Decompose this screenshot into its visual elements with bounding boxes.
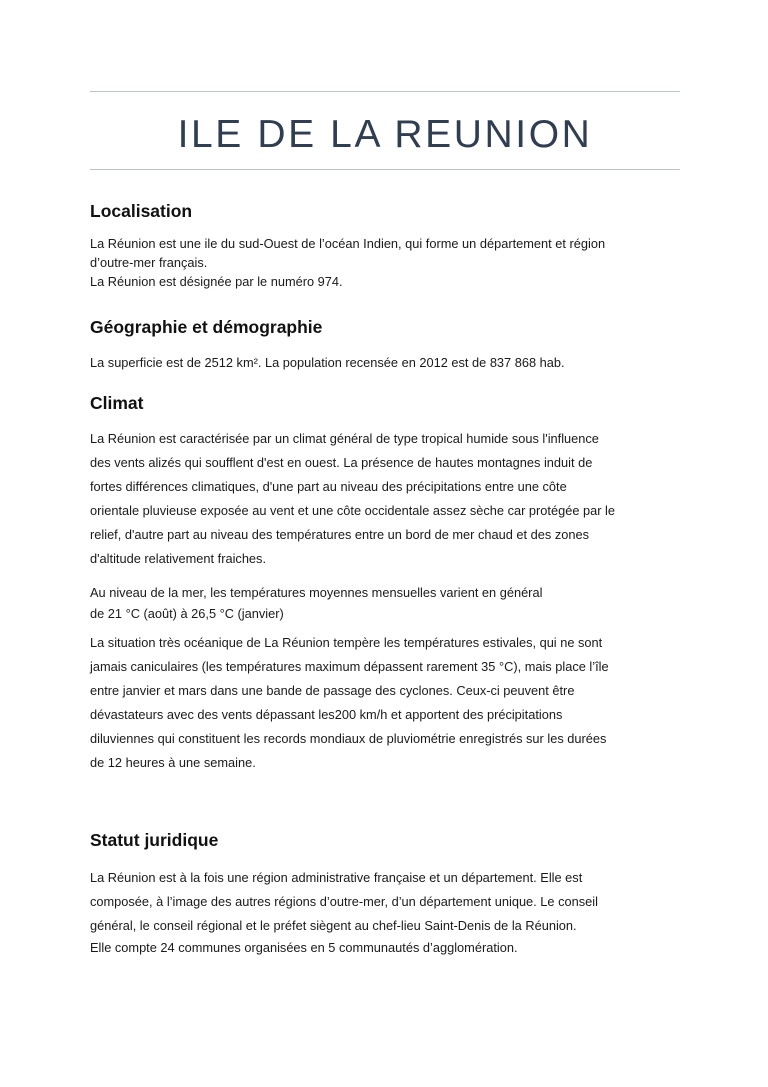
section-paragraph bbox=[90, 631, 680, 775]
section-paragraph bbox=[90, 427, 680, 571]
section-paragraph bbox=[90, 353, 680, 372]
text-line: La superficie est de 2512 km². La population recensée en 2012 est de 837 868 hab. bbox=[90, 355, 565, 370]
text-line: La Réunion est désignée par le numéro 974. bbox=[90, 274, 343, 289]
section-localisation bbox=[90, 199, 680, 291]
text-line: diluviennes qui constituent les records mondiaux de pluviométrie enregistrés sur les durées bbox=[90, 731, 607, 746]
section-heading: Géographie et démographie bbox=[90, 317, 323, 337]
section-geographie bbox=[90, 315, 680, 372]
section-paragraph bbox=[90, 234, 680, 291]
text-line: La Réunion est une ile du sud-Ouest de l’océan Indien, qui forme un département et région bbox=[90, 236, 606, 251]
page-title: ILE DE LA REUNION bbox=[177, 113, 593, 156]
text-line: dévastateurs avec des vents dépassant les200 km/h et apportent des précipitations bbox=[90, 707, 563, 722]
text-line: orientale pluvieuse exposée au vent et une côte occidentale assez sèche car protégée par le bbox=[90, 503, 616, 518]
section-paragraph bbox=[90, 581, 680, 624]
text-line: jamais caniculaires (les températures maximum dépassent rarement 35 °C), mais place l’île bbox=[90, 659, 609, 674]
text-line: d'altitude relativement fraiches. bbox=[90, 551, 267, 566]
text-line: d’outre-mer français. bbox=[90, 255, 208, 270]
text-line: Elle compte 24 communes organisées en 5 communautés d’agglomération. bbox=[90, 940, 518, 955]
text-line: de 12 heures à une semaine. bbox=[90, 755, 256, 770]
section-heading: Climat bbox=[90, 393, 144, 413]
text-line: général, le conseil régional et le préfet siègent au chef-lieu Saint-Denis de la Réunion. bbox=[90, 918, 577, 933]
text-line: entre janvier et mars dans une bande de passage des cyclones. Ceux-ci peuvent être bbox=[90, 683, 575, 698]
text-line: La Réunion est à la fois une région administrative française et un département. Elle est bbox=[90, 870, 583, 885]
section-statut-juridique bbox=[90, 828, 680, 957]
text-line: relief, d'autre part au niveau des températures entre un bord de mer chaud et des zones bbox=[90, 527, 589, 542]
text-line: des vents alizés qui soufflent d'est en ouest. La présence de hautes montagnes induit de bbox=[90, 455, 593, 470]
text-line: de 21 °C (août) à 26,5 °C (janvier) bbox=[90, 606, 284, 621]
title-top-rule bbox=[90, 91, 680, 92]
text-line: La Réunion est caractérisée par un climat général de type tropical humide sous l'influence bbox=[90, 431, 599, 446]
text-line: La situation très océanique de La Réunion tempère les températures estivales, qui ne sont bbox=[90, 635, 603, 650]
section-heading: Localisation bbox=[90, 201, 193, 221]
text-line: Au niveau de la mer, les températures moyennes mensuelles varient en général bbox=[90, 585, 543, 600]
section-paragraph bbox=[90, 866, 680, 957]
title-bottom-rule bbox=[90, 169, 680, 170]
text-line: fortes différences climatiques, d'une part au niveau des précipitations entre une côte bbox=[90, 479, 567, 494]
text-line: composée, à l’image des autres régions d’outre-mer, d’un département unique. Le conseil bbox=[90, 894, 598, 909]
section-climat bbox=[90, 391, 680, 775]
section-heading: Statut juridique bbox=[90, 830, 219, 850]
